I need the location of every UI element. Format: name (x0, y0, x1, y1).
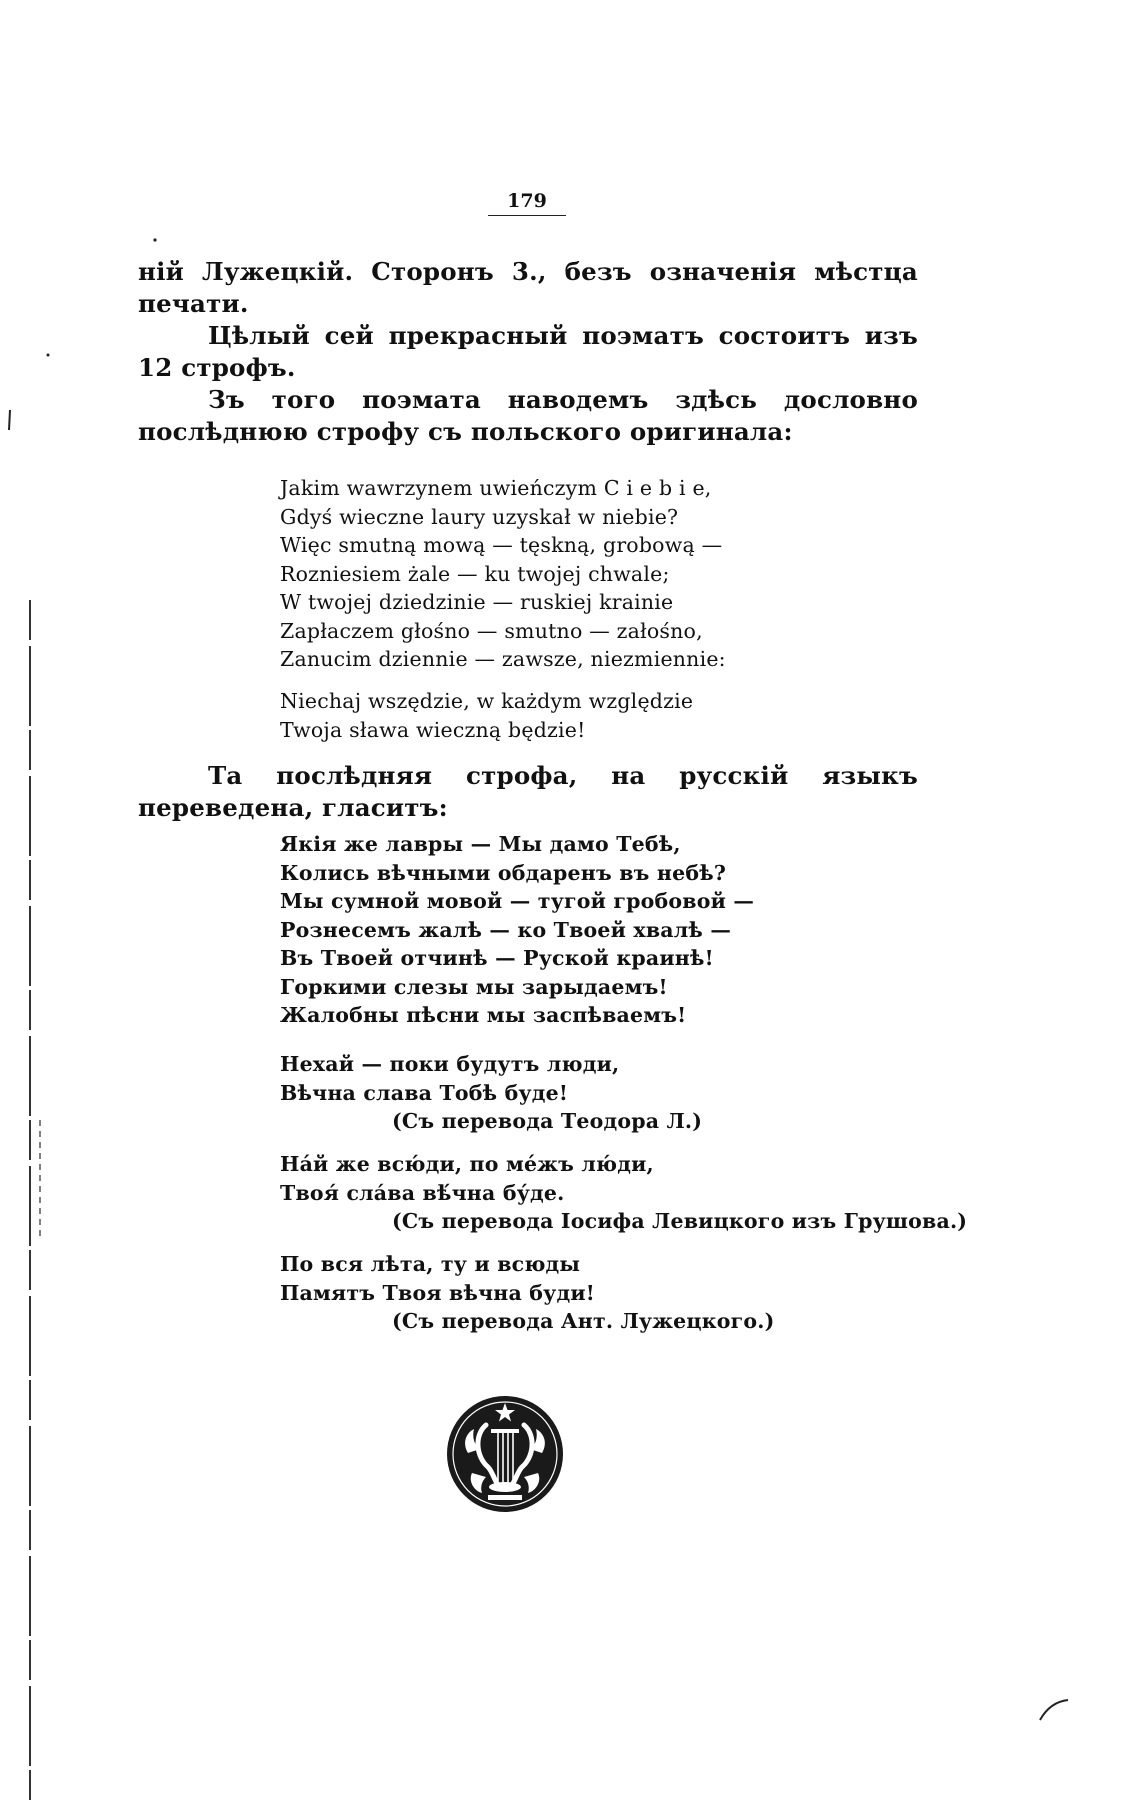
verse-line: Rozniesiem żale — ku twojej chwale; (280, 561, 670, 586)
verse-line: По вся лѣта, ту и всюды (280, 1252, 581, 1276)
paragraph-2: Цѣлый сей прекрасный поэматъ состоитъ изъ 12 строфъ. (138, 321, 918, 382)
russian-verse (280, 830, 754, 1030)
refrain-translation-2 (280, 1150, 967, 1236)
paragraph-3: Зъ того поэмата наводемъ здѣсь дословно послѣднюю строфу съ польского оригинала: (138, 385, 918, 446)
body-text-2 (138, 760, 918, 824)
verse-line: Zanucim dziennie — zawsze, niezmiennie: (280, 647, 726, 671)
verse-line: Твоя́ сла́ва вѣ́чна бу́де. (280, 1180, 565, 1205)
verse-line: W twojej dziedzinie — ruskiej krainie (280, 590, 674, 614)
verse-line: Twoja sława wieczną będzie! (280, 717, 586, 742)
verse-line: Рознесемъ жалѣ — ко Твоей хвалѣ — (280, 917, 732, 942)
verse-line: Jakim wawrzynem uwieńczym C i e b i e, (280, 476, 712, 500)
verse-line: Нáй же всю́ди, по мéжъ лю́ди, (280, 1152, 654, 1176)
verse-line: Мы сумной мовой — тугой гробовой — (280, 889, 755, 913)
translation-credit: (Съ перевода Іосифа Левицкого изъ Грушова.) (392, 1209, 968, 1233)
refrain-translation-3 (280, 1250, 774, 1336)
paragraph-1: ній Лужецкій. Сторонъ 3., безъ означенія мѣстца печати. (138, 257, 918, 318)
lyre-emblem-icon (446, 1395, 564, 1513)
verse-line: Якія же лавры — Мы дамо Тебѣ, (280, 832, 681, 856)
verse-line: Więc smutną mową — tęskną, grobową — (280, 533, 723, 557)
verse-line: Жалобны пѣсни мы заспѣваемъ! (280, 1003, 687, 1027)
polish-refrain (280, 687, 693, 744)
translation-credit: (Съ перевода Ант. Лужецкого.) (392, 1309, 775, 1333)
translation-credit: (Съ перевода Теодора Л.) (392, 1109, 703, 1133)
verse-line: Нехай — поки будутъ люди, (280, 1052, 620, 1076)
refrain-translation-1 (280, 1050, 702, 1136)
body-text (138, 256, 918, 448)
verse-line: Gdyś wieczne laury uzyskał w niebie? (280, 504, 679, 529)
verse-line: Вѣчна слава Тобѣ буде! (280, 1080, 569, 1105)
verse-line: Горкими слезы мы зарыдаемъ! (280, 974, 668, 999)
page-number: 179 (488, 190, 566, 216)
polish-verse (280, 474, 726, 674)
verse-line: Въ Твоей отчинѣ — Руской краинѣ! (280, 946, 714, 970)
verse-line: Zapłaczem głośno — smutno — załośno, (280, 618, 703, 643)
verse-line: Niechaj wszędzie, w każdym względzie (280, 689, 694, 713)
verse-line: Памятъ Твоя вѣчна буди! (280, 1280, 595, 1305)
paragraph-4: Та послѣдняя строфа, на русскій языкъ переведена, гласитъ: (138, 761, 918, 822)
verse-line: Колись вѣчными обдаренъ въ небѣ? (280, 860, 727, 885)
